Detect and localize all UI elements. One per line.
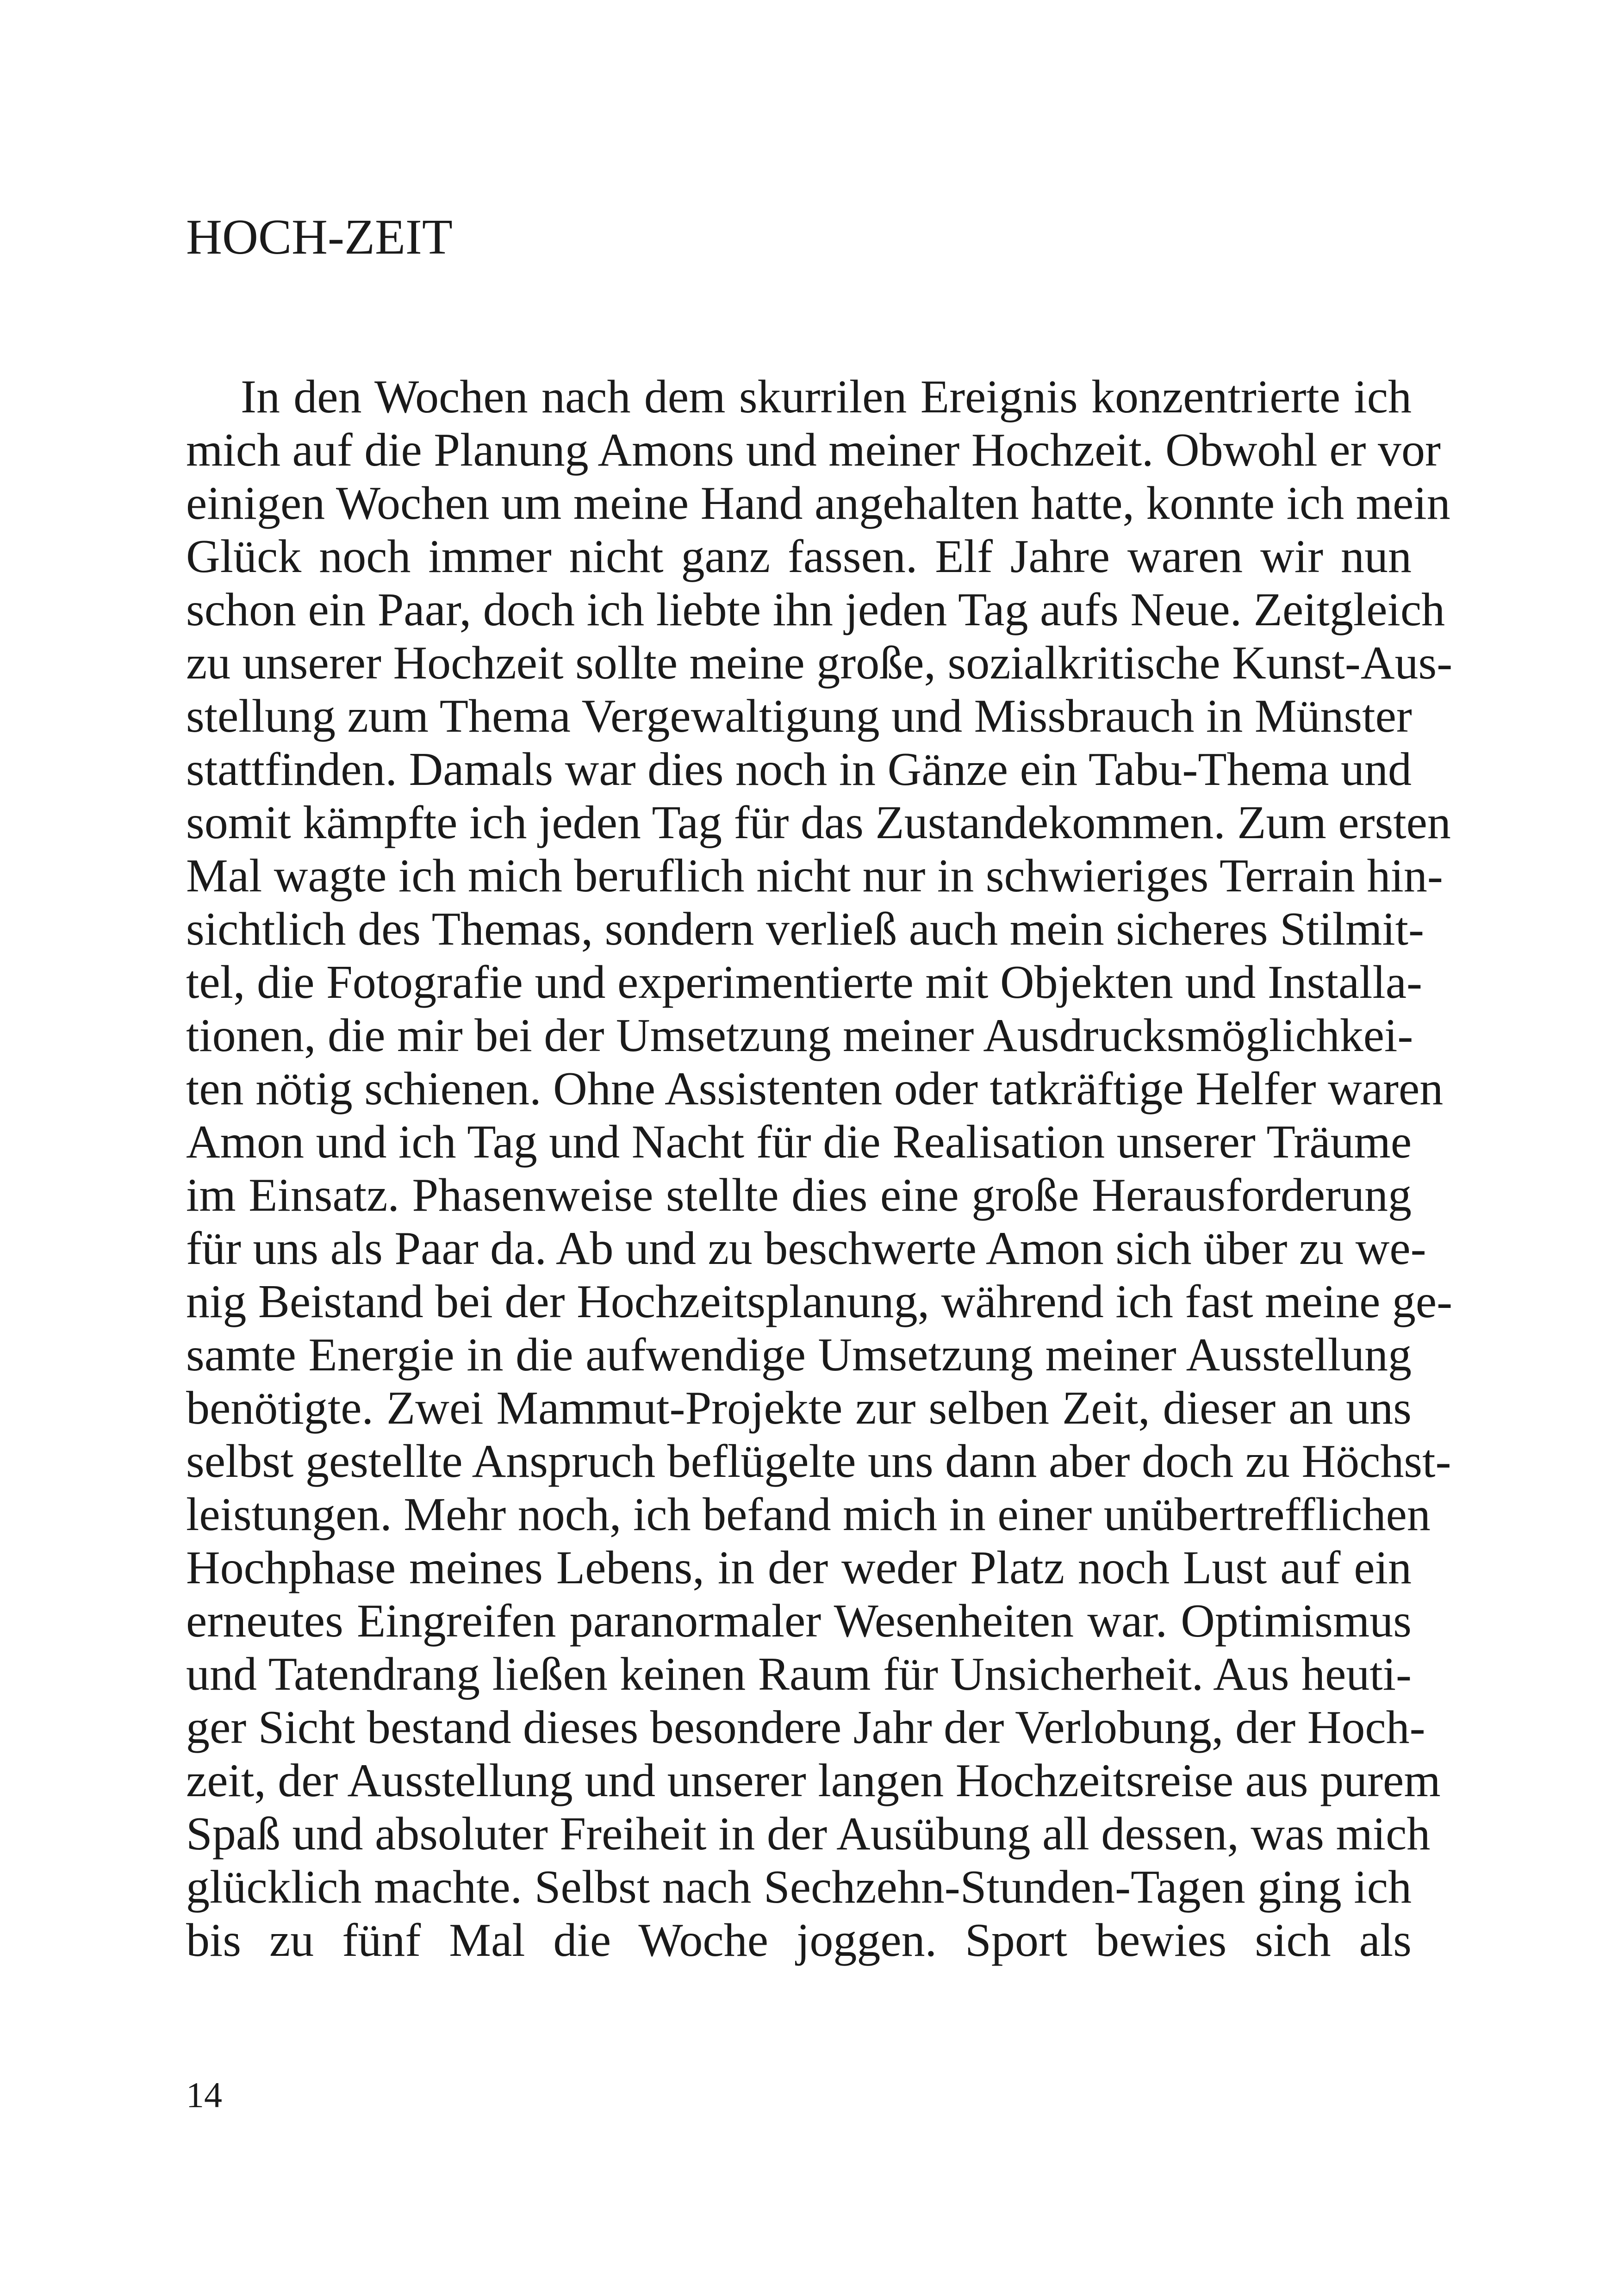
text-line: nig Beistand bei der Hochzeitsplanung, während ich fast meine ge- bbox=[186, 1276, 1453, 1328]
text-line: zeit, der Ausstellung und unserer langen Hochzeitsreise aus purem bbox=[186, 1755, 1441, 1807]
text-line: Amon und ich Tag und Nacht für die Realisation unserer Träume bbox=[186, 1116, 1412, 1168]
body-text bbox=[186, 370, 1453, 1967]
text-line: benötigte. Zwei Mammut-Projekte zur selben Zeit, dieser an uns bbox=[186, 1382, 1412, 1434]
text-line: stellung zum Thema Vergewaltigung und Missbrauch in Münster bbox=[186, 690, 1412, 742]
text-line: tionen, die mir bei der Umsetzung meiner Ausdrucksmöglichkei- bbox=[186, 1009, 1413, 1062]
text-line: Glück noch immer nicht ganz fassen. Elf Jahre waren wir nun bbox=[186, 530, 1412, 583]
text-line: In den Wochen nach dem skurrilen Ereignis konzentrierte ich bbox=[241, 371, 1412, 423]
page-number: 14 bbox=[186, 2075, 222, 2115]
text-line: für uns als Paar da. Ab und zu beschwerte Amon sich über zu we- bbox=[186, 1222, 1426, 1275]
text-line: schon ein Paar, doch ich liebte ihn jeden Tag aufs Neue. Zeitgleich bbox=[186, 584, 1445, 636]
text-line: samte Energie in die aufwendige Umsetzung meiner Ausstellung bbox=[186, 1329, 1412, 1381]
text-line: sichtlich des Themas, sondern verließ auch mein sicheres Stilmit- bbox=[186, 903, 1424, 955]
text-line: stattfinden. Damals war dies noch in Gänze ein Tabu-Thema und bbox=[186, 743, 1412, 796]
text-line: glücklich machte. Selbst nach Sechzehn-Stunden-Tagen ging ich bbox=[186, 1861, 1412, 1913]
text-line: einigen Wochen um meine Hand angehalten hatte, konnte ich mein bbox=[186, 477, 1450, 529]
text-line: Spaß und absoluter Freiheit in der Ausübung all dessen, was mich bbox=[186, 1808, 1431, 1860]
text-line: mich auf die Planung Amons und meiner Hochzeit. Obwohl er vor bbox=[186, 424, 1441, 476]
text-line: somit kämpfte ich jeden Tag für das Zustandekommen. Zum ersten bbox=[186, 796, 1451, 849]
text-line: erneutes Eingreifen paranormaler Wesenheiten war. Optimismus bbox=[186, 1595, 1412, 1647]
text-line: selbst gestellte Anspruch beflügelte uns dann aber doch zu Höchst- bbox=[186, 1435, 1451, 1487]
text-line: bis zu fünf Mal die Woche joggen. Sport bewies sich als bbox=[186, 1914, 1412, 1966]
text-line: Hochphase meines Lebens, in der weder Platz noch Lust auf ein bbox=[186, 1542, 1412, 1594]
chapter-title: HOCH-ZEIT bbox=[186, 210, 453, 265]
text-line: ten nötig schienen. Ohne Assistenten oder tatkräftige Helfer waren bbox=[186, 1063, 1444, 1115]
text-line: im Einsatz. Phasenweise stellte dies eine große Herausforderung bbox=[186, 1169, 1412, 1221]
text-line: zu unserer Hochzeit sollte meine große, sozialkritische Kunst-Aus- bbox=[186, 637, 1453, 689]
text-line: ger Sicht bestand dieses besondere Jahr der Verlobung, der Hoch- bbox=[186, 1701, 1425, 1754]
text-line: Mal wagte ich mich beruflich nicht nur in schwieriges Terrain hin- bbox=[186, 850, 1443, 902]
text-line: und Tatendrang ließen keinen Raum für Unsicherheit. Aus heuti- bbox=[186, 1648, 1412, 1700]
text-line: leistungen. Mehr noch, ich befand mich in einer unübertrefflichen bbox=[186, 1488, 1431, 1541]
text-line: tel, die Fotografie und experimentierte mit Objekten und Installa- bbox=[186, 956, 1423, 1008]
